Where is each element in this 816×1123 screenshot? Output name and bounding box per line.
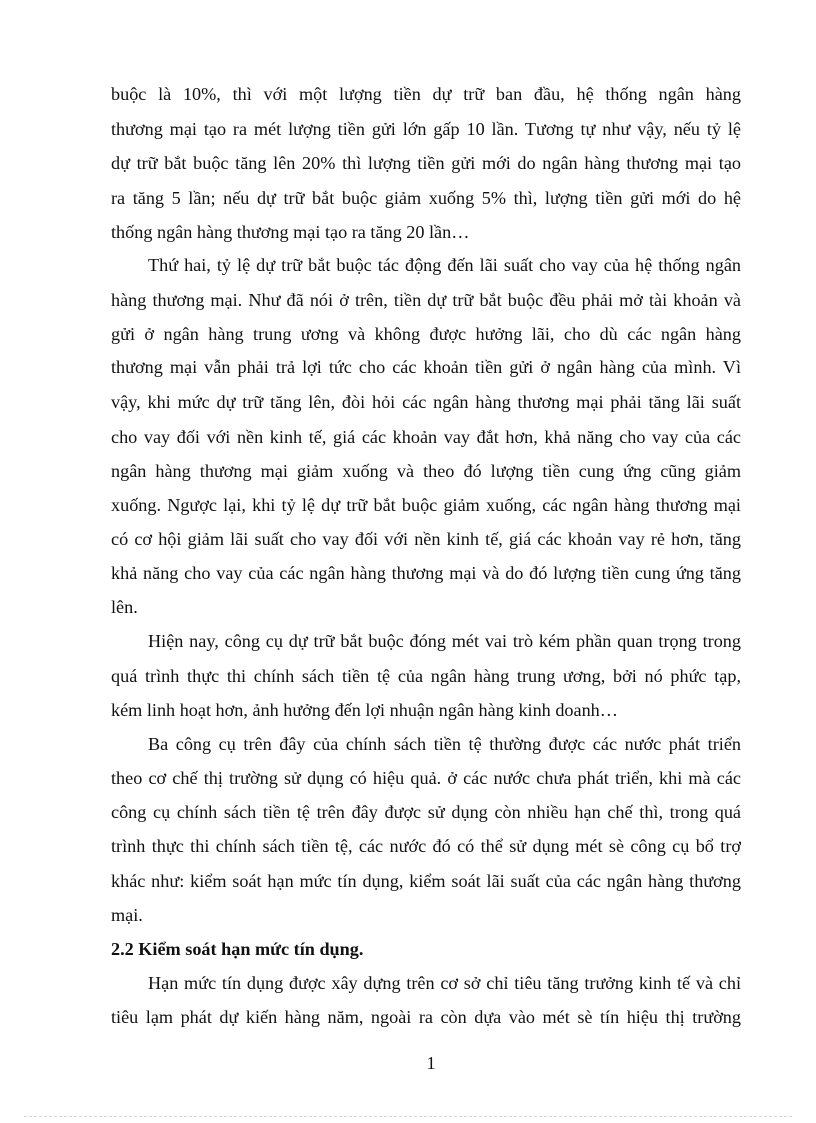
text-line: khả năng cho vay của các ngân hàng thương mại và do đó lượng tiền cung ứng tăng bbox=[111, 563, 741, 583]
paragraph-first-line: Hiện nay, công cụ dự trữ bắt buộc đóng mét vai trò kém phần quan trọng trong bbox=[148, 631, 741, 651]
text-line: trình thực thi chính sách tiền tệ, các nước đó có thể sử dụng mét sè công cụ bổ trợ bbox=[111, 836, 741, 856]
text-line: mại. bbox=[111, 905, 143, 925]
text-line: vậy, khi mức dự trữ tăng lên, đòi hỏi các ngân hàng thương mại phải tăng lãi suất bbox=[111, 392, 741, 412]
text-line: cho vay đối với nền kinh tế, giá các khoản vay đắt hơn, khả năng cho vay của các bbox=[111, 427, 741, 447]
text-line: xuống. Ngược lại, khi tỷ lệ dự trữ bắt buộc giảm xuống, các ngân hàng thương mại bbox=[111, 495, 741, 515]
text-line: ra tăng 5 lần; nếu dự trữ bắt buộc giảm xuống 5% thì, lượng tiền gửi mới do hệ bbox=[111, 188, 741, 208]
text-line: hàng thương mại. Như đã nói ở trên, tiền dự trữ bắt buộc đều phải mở tài khoản và bbox=[111, 290, 741, 310]
page-divider bbox=[24, 1116, 792, 1117]
text-line: khác như: kiểm soát hạn mức tín dụng, kiểm soát lãi suất của các ngân hàng thương bbox=[111, 871, 741, 891]
text-line: theo cơ chế thị trường sử dụng có hiệu quả. ở các nước chưa phát triển, khi mà các bbox=[111, 768, 741, 788]
text-line: dự trữ bắt buộc tăng lên 20% thì lượng tiền gửi mới do ngân hàng thương mại tạo bbox=[111, 153, 741, 173]
text-line: gửi ở ngân hàng trung ương và không được hưởng lãi, cho dù các ngân hàng bbox=[111, 324, 741, 344]
text-line: thương mại tạo ra mét lượng tiền gửi lớn gấp 10 lần. Tương tự như vậy, nếu tỷ lệ bbox=[111, 119, 741, 139]
text-line: kém linh hoạt hơn, ảnh hưởng đến lợi nhuận ngân hàng kinh doanh… bbox=[111, 700, 618, 720]
text-line: quá trình thực thi chính sách tiền tệ của ngân hàng trung ương, bởi nó phức tạp, bbox=[111, 666, 741, 686]
paragraph-first-line: Hạn mức tín dụng được xây dựng trên cơ sở chỉ tiêu tăng trưởng kinh tế và chỉ bbox=[148, 973, 741, 993]
text-line: tiêu lạm phát dự kiến hàng năm, ngoài ra còn dựa vào mét sè tín hiệu thị trường bbox=[111, 1007, 741, 1027]
text-line: công cụ chính sách tiền tệ trên đây được sử dụng còn nhiều hạn chế thì, trong quá bbox=[111, 802, 741, 822]
section-heading: 2.2 Kiểm soát hạn mức tín dụng. bbox=[111, 939, 364, 959]
paragraph-first-line: Thứ hai, tỷ lệ dự trữ bắt buộc tác động đến lãi suất cho vay của hệ thống ngân bbox=[148, 255, 741, 275]
text-line: thống ngân hàng thương mại tạo ra tăng 20 lần… bbox=[111, 222, 470, 242]
paragraph-first-line: Ba công cụ trên đây của chính sách tiền tệ thường được các nước phát triển bbox=[148, 734, 741, 754]
text-line: có cơ hội giảm lãi suất cho vay đối với nền kinh tế, giá các khoản vay rẻ hơn, tăng bbox=[111, 529, 741, 549]
text-line: lên. bbox=[111, 597, 138, 617]
text-line: ngân hàng thương mại giảm xuống và theo đó lượng tiền cung ứng cũng giảm bbox=[111, 461, 741, 481]
text-line: thương mại vẫn phải trả lợi tức cho các khoản tiền gửi ở ngân hàng của mình. Vì bbox=[111, 357, 741, 377]
page-number: 1 bbox=[426, 1053, 436, 1073]
text-line: buộc là 10%, thì với một lượng tiền dự trữ ban đầu, hệ thống ngân hàng bbox=[111, 84, 741, 104]
